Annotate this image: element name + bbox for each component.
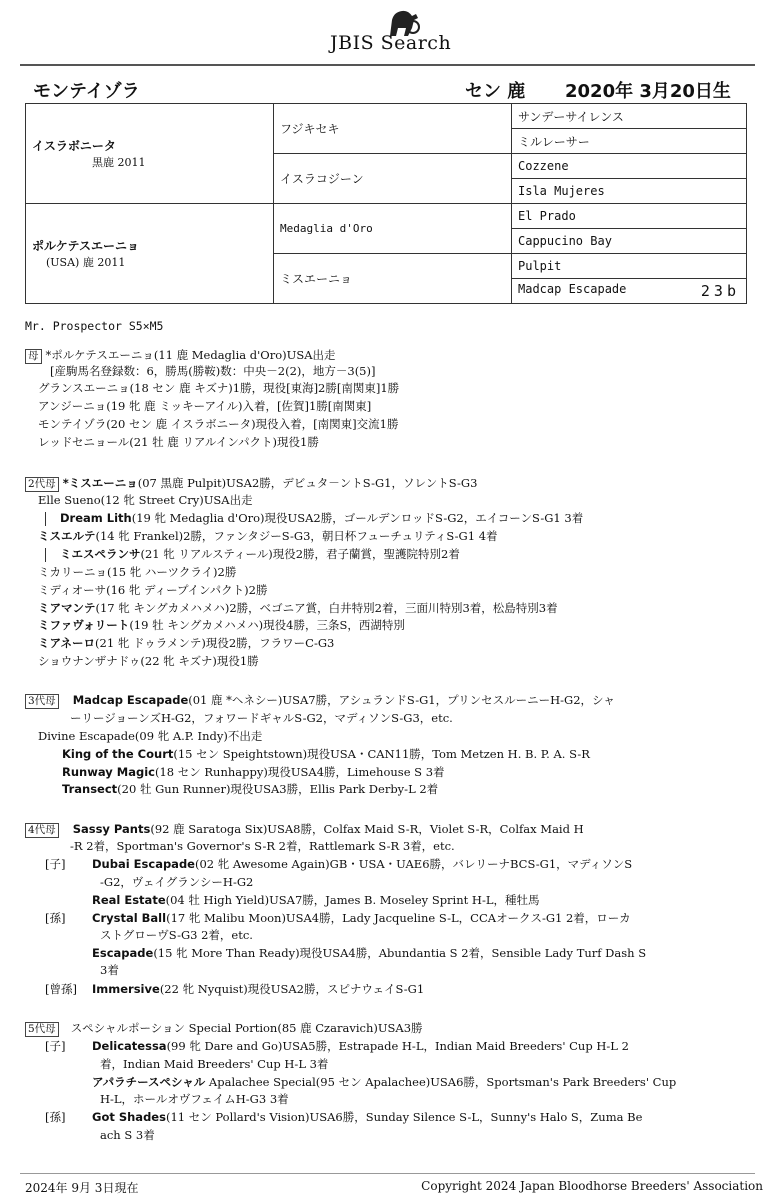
- g5-row: 着，Indian Maid Breeders' Cup H-L 3着: [100, 1057, 329, 1071]
- g3-head: 3代母 Madcap Escapade(01 鹿 *ヘネシー)USA7勝，アシュランドS-G1，プリンセスルーニーH-G2，シャ: [25, 692, 615, 709]
- family-number: 23b: [700, 282, 740, 300]
- g5-tag-child: [子]: [45, 1039, 66, 1053]
- g2-row: ミスエルテ(14 牝 Frankel)2勝，ファンタジーS-G3，朝日杯フューチュリティS-G1 4着: [38, 529, 498, 543]
- g5-row: H-L，ホールオヴフェイムH-G3 3着: [100, 1092, 289, 1106]
- g5-row: Got Shades(11 セン Pollard's Vision)USA6勝，Sunday Silence S-L，Sunny's Halo S，Zuma Be: [92, 1110, 643, 1124]
- divider: [20, 64, 755, 66]
- g4-row: Dubai Escapade(02 牝 Awesome Again)GB・USA・UAE6勝，バレリーナBCS-G1，マディソンS: [92, 857, 633, 871]
- pedigree-dam[interactable]: ポルケテスエーニョ (USA) 鹿 2011: [26, 204, 274, 304]
- dam-line: アンジーニョ(19 牝 鹿 ミッキーアイル)入着，[佐賀]1勝[南関東]: [38, 399, 372, 413]
- g4-row: Escapade(15 牝 More Than Ready)現役USA4勝，Abundantia S 2着，Sensible Lady Turf Dash S: [92, 946, 647, 960]
- g2-row: ミアネーロ(21 牝 ドゥラメンテ)現役2勝，フラワーC-G3: [38, 636, 335, 650]
- g3-row: Divine Escapade(09 牝 A.P. Indy)不出走: [38, 729, 263, 743]
- g4-head: 4代母 Sassy Pants(92 鹿 Saratoga Six)USA8勝，Colfax Maid S-R，Violet S-R，Colfax Maid H: [25, 821, 584, 838]
- pedigree-ss[interactable]: フジキセキ: [274, 104, 512, 154]
- logo-text: JBIS Search: [330, 32, 452, 54]
- jbis-logo[interactable]: [328, 8, 463, 54]
- g4-head2: -R 2着，Sportman's Governor's S-R 2着，Rattlemark S-R 3着，etc.: [70, 839, 455, 853]
- pedigree-g3[interactable]: ミルレーサー: [512, 129, 747, 154]
- footer-copyright: Copyright 2024 Japan Bloodhorse Breeders' Association: [421, 1179, 763, 1193]
- g5-tag-grandchild: [孫]: [45, 1110, 66, 1124]
- g2-row: Elle Sueno(12 牝 Street Cry)USA出走: [38, 493, 253, 507]
- dam-line: [産駒馬名登録数：6，勝馬(勝鞍)数：中央－2(2)，地方－3(5)]: [50, 364, 376, 378]
- dam-head: 母 *ポルケテスエーニョ(11 鹿 Medaglia d'Oro)USA出走: [25, 347, 336, 364]
- pedigree-g3[interactable]: Cappucino Bay: [512, 229, 747, 254]
- g4-row: ストグローヴS-G3 2着，etc.: [100, 928, 253, 942]
- g5-row: Delicatessa(99 牝 Dare and Go)USA5勝，Estrapade H-L，Indian Maid Breeders' Cup H-L 2: [92, 1039, 629, 1053]
- g4-row: Immersive(22 牝 Nyquist)現役USA2勝，スピナウェイS-G1: [92, 982, 425, 996]
- pedigree-g3-family[interactable]: Madcap Escapade 23b: [512, 279, 747, 304]
- g5-row: ach S 3着: [100, 1128, 155, 1142]
- g2-row: ミカリーニョ(15 牝 ハーツクライ)2勝: [38, 565, 237, 579]
- g4-row: -G2，ヴェイグランシーH-G2: [100, 875, 254, 889]
- g2-row: ショウナンザナドゥ(22 牝 キズナ)現役1勝: [38, 654, 259, 668]
- dam-line: モンテイゾラ(20 セン 鹿 イスラボニータ)現役入着，[南関東]交流1勝: [38, 417, 399, 431]
- g4-row: Crystal Ball(17 牝 Malibu Moon)USA4勝，Lady Jacqueline S-L，CCAオークス-G1 2着，ローカ: [92, 911, 631, 925]
- pedigree-g3[interactable]: サンデーサイレンス: [512, 104, 747, 129]
- pedigree-g3[interactable]: Cozzene: [512, 154, 747, 179]
- pedigree-g3[interactable]: Pulpit: [512, 254, 747, 279]
- g4-tag-child: [子]: [45, 857, 66, 871]
- g3-row: Runway Magic(18 セン Runhappy)現役USA4勝，Limehouse S 3着: [62, 765, 445, 779]
- g5-head: 5代母 スペシャルポーション Special Portion(85 鹿 Czaravich)USA3勝: [25, 1020, 423, 1037]
- sex-color: セン 鹿: [465, 81, 526, 102]
- g3-row: King of the Court(15 セン Speightstown)現役USA・CAN11勝，Tom Metzen H. B. P. A. S-R: [62, 747, 590, 761]
- birth-date: 2020年 3月20日生: [565, 81, 731, 102]
- g3-head2: ーリージョーンズH-G2，フォワードギャルS-G2，マディソンS-G3，etc.: [70, 711, 453, 725]
- pedigree-table: [25, 103, 747, 304]
- g2-head: 2代母 *ミスエーニョ(07 黒鹿 Pulpit)USA2勝，デビュタ－ントS-G1，ソレントS-G3: [25, 475, 477, 492]
- footer-date: 2024年 9月 3日現在: [25, 1181, 139, 1195]
- pedigree-g3[interactable]: El Prado: [512, 204, 747, 229]
- pedigree-g3[interactable]: Isla Mujeres: [512, 179, 747, 204]
- g2-row: ミファヴォリート(19 牡 キングカメハメハ)現役4勝，三条S，西湖特別: [38, 618, 405, 632]
- dam-line: レッドセニョール(21 牡 鹿 リアルインパクト)現役1勝: [38, 435, 319, 449]
- g2-row: ミディオーサ(16 牝 ディープインパクト)2勝: [38, 583, 268, 597]
- g2-row: Dream Lith(19 牝 Medaglia d'Oro)現役USA2勝，ゴールデンロッドS-G2，エイコーンS-G1 3着: [45, 510, 583, 526]
- g5-row: アパラチースペシャル Apalachee Special(95 セン Apalachee)USA6勝，Sportsman's Park Breeders' Cup: [92, 1075, 677, 1089]
- g4-row: Real Estate(04 牡 High Yield)USA7勝，James B. Moseley Sprint H-L，種牡馬: [92, 893, 540, 907]
- inbreeding: Mr. Prospector S5×M5: [25, 319, 164, 333]
- dam-line: グランスエーニョ(18 セン 鹿 キズナ)1勝，現役[東海]2勝[南関東]1勝: [38, 381, 400, 395]
- divider: [20, 1173, 755, 1174]
- pedigree-dd[interactable]: ミスエーニョ: [274, 254, 512, 304]
- g4-tag-great-grandchild: [曾孫]: [45, 982, 77, 996]
- pedigree-sd[interactable]: イスラコジーン: [274, 154, 512, 204]
- g4-tag-grandchild: [孫]: [45, 911, 66, 925]
- g2-row: ミアマンテ(17 牝 キングカメハメハ)2勝，ベゴニア賞，白井特別2着，三面川特別3着，松島特別3着: [38, 601, 558, 615]
- g4-row: 3着: [100, 963, 119, 977]
- g3-row: Transect(20 牡 Gun Runner)現役USA3勝，Ellis Park Derby-L 2着: [62, 782, 439, 796]
- pedigree-sire[interactable]: イスラボニータ 黒鹿 2011: [26, 104, 274, 204]
- pedigree-ds[interactable]: Medaglia d'Oro: [274, 204, 512, 254]
- horse-name: モンテイゾラ: [33, 81, 140, 102]
- g2-row: ミエスペランサ(21 牝 リアルスティール)現役2勝，君子蘭賞，聖護院特別2着: [45, 546, 460, 562]
